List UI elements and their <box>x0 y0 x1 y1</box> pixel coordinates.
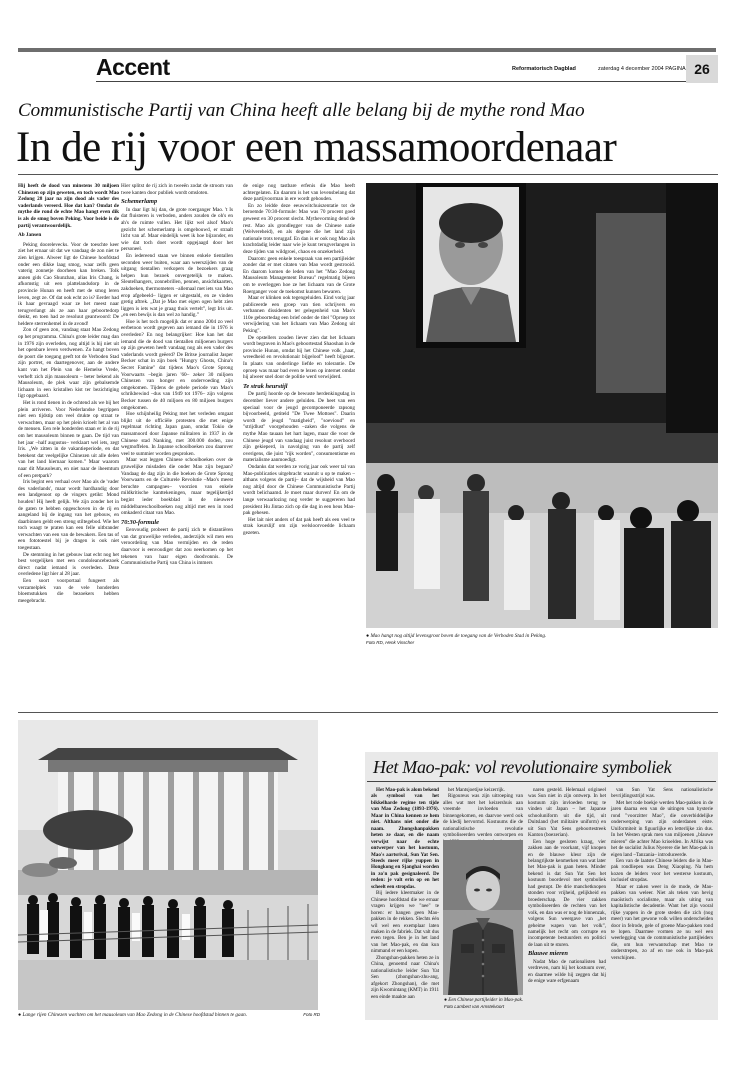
subheading: 70:30-formule <box>121 518 159 526</box>
article-paragraph: De stemming in het gebouw laat echt nog het best vergelijken met een condoleancebezoek direct nadat iemand is overleden. Deze overledene ligt hier al 28 jaar. <box>18 551 119 578</box>
sidebar-rule <box>367 781 716 782</box>
article-column-1 <box>18 183 119 703</box>
article-paragraph: Het lait niet anders of dat pak heeft als een veel te strak keurslijf om zijn welsloorvoedde lichaam gezeten. <box>243 516 355 536</box>
article-headline: In de rij voor een massamoordenaar <box>16 124 617 171</box>
article-paragraph: Hoe schijnheilig Peking met het verleden omgaat blijkt uit de officiële protesten die met enige regelmaat richting Japan gaan, omdat Tokio de massamoord door Japanse militairen in 1937 in de Chinese stad Nanking, met 300.000 doden, zou wegmoffelen. In Japanse schoolboeken zou daarover veel te summier worden gesproken. <box>121 411 233 457</box>
article-paragraph: Hier splitst de rij zich in tweeën zodat de stroom van twee kanten door publiek wordt omsloten. <box>121 183 233 196</box>
article-paragraph: Een soort voorportaal fungeert als verzamelplek van de vele honderden bloemstukken die bezoekers hebben meegebracht. <box>18 578 119 604</box>
photo-credit: Foto RD <box>303 1012 320 1017</box>
sidebar-column-3 <box>528 787 606 1015</box>
article-paragraph: En zo leidde deze eeuwwitchuiszentatie tot de beroemde 70:30-formule: Mao was 70 procent goed geweest en 30 procent slecht. Mythevorming dend de rest. Mao als grondlegger van de Chinese natie (Welvereheid), en als degene die het land zijn nationale trots teruggaf. En dan is er ook nog Mao als krachtdadig leider naar wie je kunt terugverlangen in deze tijden van wildgroei, chaos en onzekerheid. <box>243 202 355 255</box>
subheading: Te strak heurstijl <box>243 382 288 390</box>
caption-text: Een Chinese partijleider in Mao-pak. <box>448 998 524 1003</box>
subheading: Schemerlamp <box>121 198 158 206</box>
sidebar-paragraph: Bij iedere kleermaker in de Chinese hoofdstad die we ernaar vragen krijgen we "nee" te horen: er hangen geen Mao-pakken in de rekken. Slechts één wil wel een exemplaar laten maken in de fabriek. Dat valt dus even tegen. Ben je in het land van het Mao-pak, en dan kun nimmand er een kopen. <box>371 890 439 955</box>
sidebar-paragraph: Maar er zaken weer in de mode, de Mao-pakken van weleer. Niet als teken van hevig maoïstisch socialisme, maar als uiting van kapitalistische decadentie. Want het zijn vooral rijke yuppen in de grote steden die zich (nog meer) van het gewone volk willen onderscheiden door in felrode, gele of groene Mao-pakken rond te lopen. Daarmee vormen ze nu wel een weerlegging van de communistische partijleiders die, om hun verwantschap met Mao te onderstrepen, zo af en toe ook in Mao-pak verschijnen. <box>611 883 713 961</box>
headline-rule <box>18 174 718 175</box>
sidebar-paragraph: Een hoge gesloten kraag, vier zakken aan de voorkant, vijf knopen en de blauwe kleur zijn de belangrijkste kenmerken van wat later het Mao-pak is gaan heten. Minder bekend is dat Sun Yat Sen het kostuum boordevol met symboliek had gestopt. De drie manchetknopen stonden voor vrijheid, gelijkheid en broederschap. De vier zakken symboliseerden de rechten van het volk, en dan was er nog de binnenzak, volgens Sun weergave van „het geheime wapen van het volk”, namelijk het recht om corrupte en incompetente bestuurders en politici de laan uit te sturen. <box>528 838 606 948</box>
caption-text: Lange rijen Chinezen wachten om het mausoleum van Mao Zedong in de Chinese hoofdstad binnen te gaan. <box>22 1012 248 1018</box>
caption-text: Mao hangt nog altijd levensgroot boven de toegang van de Verboden Stad in Peking. <box>370 633 547 639</box>
article-column-3 <box>243 183 355 703</box>
sidebar-paragraph: Met het rode boekje werden Mao-pakken in de jaren daarna een van de uitingen van hysterie rond "voorzitter Mao", die onverbiddelijke onderwerping van zijn onderdanen eiste. Uniformiteit in figuurlijke en letterlijke zin dus. In het Westen sprak men van miljoenen „blauwe mieren” die achter Mao krioelden. In Afrika was het de socialist Julius Nyerere die het Mao-pak in eigen land –Tanzania– introduceerde. <box>611 799 713 858</box>
article-paragraph: Daarom: geen enkele toespraak van een partijleider zonder dat er met citaten van Mao wordt gestrooid. En daarom komen de leden van het "Mao Zedong Mausoleum Management Bureau" regelmatig bijeen om te overleggen hoe ze het lichaam van de Grote Roerganger voor de toekomst kunnen bewaren. <box>243 255 355 295</box>
sidebar-title: Het Mao-pak: vol revolutionaire symboliek <box>373 757 672 777</box>
article-paragraph: Maar wat leggen Chinese schoolboeken over de gruwelijke misdaden die onder Mao zijn begaan? Vandaag de dag zijn in die boeken de Grote Sprong Voorwaarts en de Culturele Revolutie –Mao's meest beruchte campagnes– voorzien van enkele mildkritische kanttekeningen, maar tegelijkertijd begint ieder boekblad in de nieuwere middelbareschoolboeken nog altijd met een in rood omkaderd citaat van Mao. <box>121 457 233 517</box>
sidebar-paragraph: naren gesteld. Helemaal origineel was Sun niet in zijn ontwerp. In het kostuum zijn invloeden terug te vinden uit Japan – het Japanse schooluniform uit die tijd, uit Duitsland (het militaire uniform) en uit Sun Yat Sens geboortestreek Kanton (boezerian). <box>528 787 606 839</box>
photo-credit: Foto RD, Henk Visscher <box>366 639 415 645</box>
photo-caption: ● Een Chinese partijleider in Mao-pak. Foto Lambert van Amstelvoort <box>444 998 524 1009</box>
issue-date: zaterdag 4 december 2004 PAGINA <box>598 66 686 72</box>
section-name: Accent <box>96 54 170 80</box>
sidebar-column-4 <box>611 787 713 1015</box>
article-paragraph: Eenvoudig probeert de partij zich te distantiëren van dat gruwelijke verleden, anderzijds wil men een veroordeling van Mao vermijden en de reden daarvoor is eenvoudiger dat zou neerkomen op het tekenen van haar eigen doodvonnis. De Communistische Partij van China is immers <box>121 527 233 567</box>
sidebar-column-1 <box>371 787 439 1015</box>
photo-caption: ● Lange rijen Chinezen wachten om het mausoleum van Mao Zedong in de Chinese hoofdstad binnen te gaan. Foto RD <box>18 1012 320 1018</box>
photo-credit: Foto Lambert van Amstelvoort <box>444 1004 505 1009</box>
article-paragraph: Iris begint een verhaal over Mao als de 'vader des vaderlands', maar wordt hardhandig door een landgenoot op de vingers getikt: Mond houden! Hij heeft gelijk. We zijn zonder het in de gaten te hebben opgeschoven in de rij en aangeland bij de ingang van het gebouw, en daarbinnen geldt een streng stiltegebod. Wie het toch waagt te praten kan een felle uitbrander verwachten van een van de bewakers. Een tas of een fototoestel bij je dragen is ook niet toegestaan. <box>18 479 119 552</box>
article-byline: Ab Jansen <box>18 232 42 239</box>
article-intro: Hij heeft de dood van minstens 30 miljoen Chinezen op zijn geweten, en toch wordt Mao Zedong 28 jaar na zijn dood als vader des vaderlands vereerd. Hoe dat kan? Omdat de mythe die rond de echte Mao hangt even dik is als de smog boven Peking. Voor beide is de partij verantwoordelijk. <box>18 183 119 229</box>
sidebar-column-2 <box>443 787 523 839</box>
article-paragraph: De partij hoorde op de bewuste herdenkingsdag in december liever andere geluiden. De heet van een speciaal voor de jeugd gecomponeerde rapsong bijvoorbeeld, getiteld "De Twee Mottoes". Daarin wordt de jeugd "matigheid", "soevioud" en "strijdlust" voorgehouden –zaken die volgens de mythe Mao tauaan het hart lagen, maar die voor de Chinese jeugd van vandaag juist resoluut overboord zijn gekieperd, in navolging van de partij zelf overigens, die juist "rijk worden", consumentisme en materialisme aanmoedigt. <box>243 391 355 464</box>
sidebar-paragraph: het Mantsjoetijse keizerrijk. <box>448 787 506 793</box>
article-paragraph: Hoe is het toch mogelijk dat er anno 2004 zo veel eerbetoon wordt gegeven aan iemand die in 1976 is overleden? En nog belangrijker: Hoe kan het dat iemand die de dood van tientallen miljoenen burgers op zijn geweten heeft vandaag nog als een vader des vaderlands wordt geëerd? De Britse journalist Jasper Becker schat in zijn boek "Hungry Ghosts, China's Secret Famine" dat tijdens Mao's Grote Sprong Voorwaarts –begin jaren '60– zeker 30 miljoen Chinezen van honger en ondervoeding zijn omgekomen. Tijdens de gehele periode van Mao's schrikbewind –dus van 1949 tot 1976– zijn volgens Becker tussen de 40 miljoen en 80 miljoen burgers omgekomen. <box>121 318 233 411</box>
article-paragraph: Het is rond tienen in de ochtend als we bij het plein arriveren. Voor Nederlandse begrippen niet een tijdstip om veel drukte op straat te verwachten, maar op het plein krioelt het al van de mensen. Een rele honderden staan er in de rij om het mausoleum binnen te gaan. De tijd van het jaar –half augustus– verklaart wel iets, zegt Iris. „We zitten in de vakantieperiode, en dat betekent dat veelgelijke Chinezen uit alle delen van het land hiernaar komen.” Maar waarom naar dit Mausoleum, en niet naar de iheemtum of een pretpark? <box>18 400 119 479</box>
sidebar-paragraph: van Sun Yat Sens nationalistische bevrijdingsstrijd was. <box>611 787 713 800</box>
sidebar-paragraph: Een van de laatste Chinese leiders die in Mao-pak rondliepen was Deng Xiaoping. Na hem kozen de leiders voor het westerse kostuum, inclusief stropdas. <box>611 857 713 884</box>
article-paragraph: de enige nog tastbare erfenis die Mao heeft achtergelaten. En daarom is het van levensbelang dat deze partijvoorman in ere wordt gehouden. <box>243 183 355 203</box>
article-kicker: Communistische Partij van China heeft alle belang bij de mythe rond Mao <box>18 100 585 121</box>
article-paragraph: En iedereend staan we binnen enkele tientallen seconden weer buiten, waar aan weerszijden van de uitgang tientallen verkopers de bezoekers graag helpen hun bezoek onvergetelijk te maken. Sleutelhangers, zonnebrillen, pennen, ansichtkaarten, zakdoeken, thermometers –allemaal met iets van Mao erop afgebeeld– liggen er uitgestald, en ze vinden gretig aftrek. „Dat je Mao met eigen ogen hebt zien liggen is iets wat je graag thuis vertelt”, legt Iris uit. „en een bewijs is dan wel zo handig.” <box>121 252 233 319</box>
article-paragraph: Ondanks dat werden ze vorig jaar ook weer tal van Mao-publicaties uitgebracht waaruit u op te maken –althans volgens de partij– dat de wijsheid van Mao nog altijd door de Chinese Communistische Partij wordt belichaamd. Je moet maar durven! En om de lange verwaarlozing nog verder te suggereren had president Hu Jintao zich op die dag in een heus Mao-pak gehesen. <box>243 463 355 517</box>
photo-party-leader <box>443 840 523 995</box>
article-column-2 <box>121 183 233 703</box>
paper-name: Reformatorisch Dagblad <box>512 66 576 72</box>
article-paragraph: De opstellers zouden liever zien dat het lichaam wordt begraven in Mao's geboortestad Shaoshan in de provincie Hunan, omdat hij het Chinese volk „haat, wreedheid en revolutionair bijgeloof” heeft bijgezet. In plaats van onderlinge liefde en tolerantie. De oproep was maar bad even te lezen op internet omdat hij alweer snel door de politie werd verwijderd. <box>243 334 356 381</box>
article-paragraph: Maar er klinken ook tegengeluiden. Eind vorig jaar publiceerde een groep van tien schrijvers en verbannen dissidenten ter gelegenheid van Mao's 110e geboortedag een brief onder de titel "Oproep tot verwijdering van het lichaam van Mao Zedong uit Peking". <box>243 295 355 335</box>
article-paragraph: Peking doorelevecks. Voor de toeschte keer ziet het ernaar uit dat we vandaag de zon niet te zien krijgen. Alweer ligt de Chinese hoofdstad onder een dikke laag smog, waar zelfs geen vaterig zonnetje doorheen kan breken. Tolk annen gids Cao Shunzhan, alias Iris Chang, is afkomstig uit een plattelandsdorp in de provincie Hunan en heeft met de smog leren leven, zegt ze. Of dat ook echt zo is? Eerder had ik haar gevraagd waar ze het meest naar terugverlangt als ze aan haar geboortedorp denkt, en toen had ze resoluut geantwoord: De heldere sterrenhemel in de avond! <box>18 241 119 327</box>
sidebar-paragraph: Zhongshan-pakken heten ze in China, genoemd naar China's nationalistische leider Sun Yat Sen (zhongshan-zhu-ang, afgekort Zhongshan), die met zijn Kwomintang (KMT) in 1911 een einde maakte aan <box>371 954 440 1000</box>
subheading: Blauwe mieren <box>528 950 568 958</box>
sidebar-paragraph: Rigoureus was zijn uitroeping van alles wat met het keizershuis aan vreemde invloeden van binnengekomen, en daarvoe werd ook de kledij hervormd. Kostuums die de nationalistische revolutie symboliseerden werden ontworpen en <box>443 793 523 839</box>
photo-caption: ● Mao hangt nog altijd levensgroot boven de toegang van de Verboden Stad in Peking. Foto RD, Henk Visscher <box>366 633 547 645</box>
sidebar-paragraph: Nadat Mao de nationalisten had verdreven, nam hij het kostuum over, en daarmee wilde hij zeggen dat hij de enige ware erfgenaam <box>528 958 606 985</box>
article-paragraph: Zon of geen zon, vandaag staat Mao Zedong op het programma. China's grote leider mag dan in 1976 zijn overleden, nog altijd is hij niet uit het openbare leven verdwenen. Zo hangt boven de poort die toegang geeft tot de Verboden Stad zijn portret, en daartegenover, aan de andere kant van het Plein van de Hemelse Vrede, verheft zich zijn mausoleum – beter bekend als Mausoleum, de plek waar zijn gebalsemde lichaam in een kristallen kist ter bezichtiging ligt opgebaard. <box>18 327 119 400</box>
sidebar-intro: Het Mao-pak is alom bekend als symbool van het bikkelharde regime ten tijde van Mao Zedong (1893-1976). Maar in China kennen ze hem niet. Althans niet onder die naam. Zhongshanpakken heten ze daar, en die naam verwijst naar de echte ontwerper van het kostuum, Mao's aartsrival, Sun Yat Sen. Steeds meer rijke yuppen in Hongkong en Sjanghai worden in zo'n pak gesignaleerd. De reden: je valt erin op en het scheelt een stropdas. <box>371 787 439 890</box>
header-rule <box>96 81 716 82</box>
section-rule <box>18 712 718 713</box>
header-bar <box>18 48 716 52</box>
page-number: 26 <box>686 55 718 83</box>
article-paragraph: In daar ligt hij dan, de grote roerganger Mao. 't Is dat fluisteren is verboden, anders zouden de oh's en ah's de ruimte vullen. Het lijkt wel alsof Mao's gezicht het schemerlamp is omgebouwd, er straalt licht van af. Maar eindelijk weet ik hoe bijzonder, en wie dat toch doet wordt opgejaagd door het personeel. <box>121 206 233 253</box>
photo-mausoleum-queue <box>18 720 318 1010</box>
photo-mao-portrait <box>366 183 718 628</box>
